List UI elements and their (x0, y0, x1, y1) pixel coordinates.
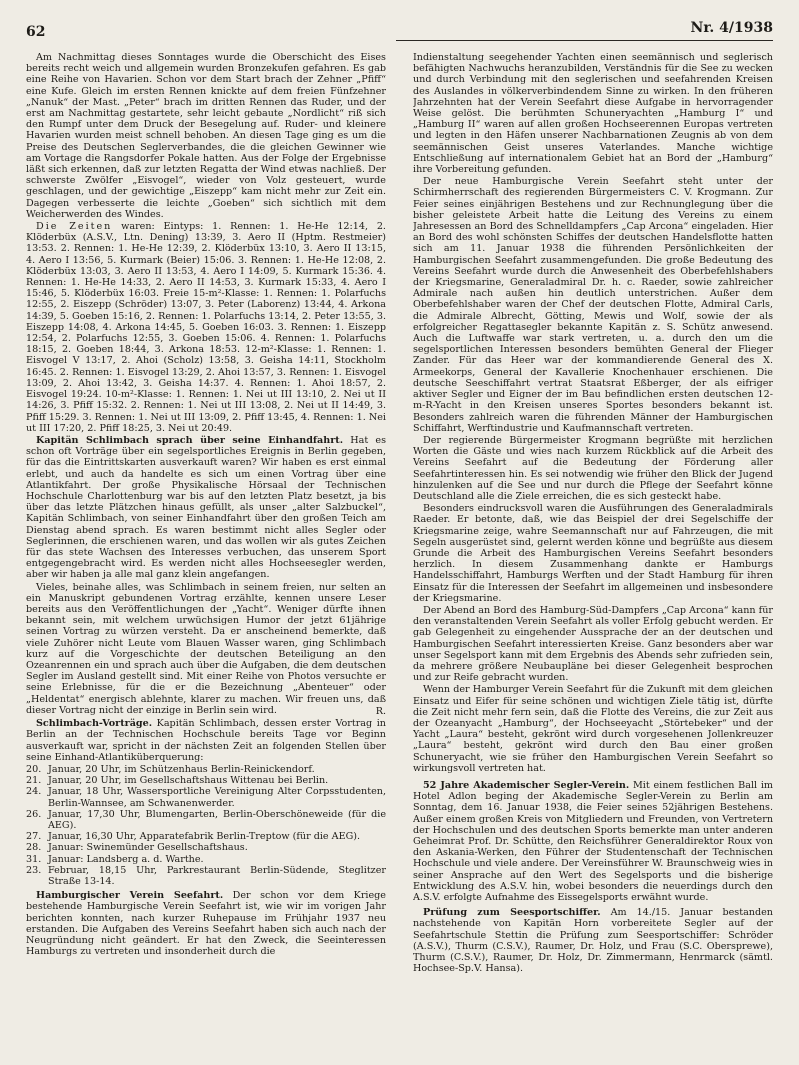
article-columns (26, 52, 773, 1062)
lecture-dates-list (26, 764, 386, 887)
section-heading: Kapitän Schlimbach sprach über seine Einhandfahrt. (36, 434, 344, 446)
lecture-date-item (26, 831, 386, 842)
issue-number: Nr. 4/1938 (690, 20, 773, 36)
section-heading: Schlimbach-Vorträge. (36, 718, 153, 730)
paragraph (26, 718, 386, 763)
paragraph: Vieles, beinahe alles, was Schlimbach in seinem freien, nur selten an ein Manuskript gebundenen Vortrag erzählte, kennen unsere Leser bereits aus den Veröffentlichungen der „Yacht“. Weniger dürfte ihnen bekannt sein, mit welchem urwüchsigen Humor der jetzt 61jährige seinen Vortrag zu würzen versteht. Da er anscheinend bemerkte, daß viele Zuhörer nicht Leute vom Blauen Wasser waren, ging Schlimbach kurz auf die Vorgeschichte der deutschen Beteiligung an den Ozeanrennen ein und sprach auch über die Aufgaben, die dem deutschen Segler im Ausland gestellt sind. Mit einer Reihe von Photos versuchte er seine Erlebnisse, für die er die Bezeichnung „Abenteuer“ oder „Heldentat“ energisch ablehnte, klarer zu machen. Wir freuen uns, daß dieser Vortrag nicht der einzige in Berlin sein wird. (26, 581, 386, 716)
lecture-day: 27. (26, 831, 42, 843)
paragraph-text: Mit einem festlichen Ball im Hotel Adlon beging der Akademische Segler-Verein zu Berlin am Sonntag, dem 16. Januar 1938, die Feier seines 52jährigen Bestehens. Außer einem großen Kreis von Mitgliedern und Freunden, von Vertretern der Hochschulen und des deutschen Sports bemerkte man unter anderen Geheimrat Prof. Dr. Schütte, den Reichsführer Generaldirektor Roux von den Askania-Werken, den Führer der Studentenschaft der Technischen Hochschule und viele andere. Der Vereinsführer W. Braunschweig wies in seiner Ansprache auf den Wert des Segelsports und die bisherige Entwicklung des A.S.V. hin, wobei besonders die neuerdings durch den A.S.V. erfolgte Aufnahme des Eissegelsports erwähnt wurde. (413, 780, 773, 904)
paragraph-text: Kapitän Schlimbach, dessen erster Vortrag in Berlin an der Technischen Hochschule bereits Tage vor Beginn ausverkauft war, spricht in der nächsten Zeit an folgenden Stellen über seine Einhand-Atlantiküberquerung: (26, 718, 386, 763)
lecture-details: Januar, 16,30 Uhr, Apparatefabrik Berlin-Treptow (für die AEG). (48, 831, 361, 843)
header-rule (396, 40, 773, 41)
lecture-date-item (26, 786, 386, 808)
results-label: Die Zeiten (36, 221, 113, 233)
lecture-details: Januar, 20 Uhr, im Gesellschaftshaus Wittenau bei Berlin. (48, 775, 329, 787)
lecture-details: Januar: Swinemünder Gesellschaftshaus. (48, 842, 248, 854)
paragraph (413, 907, 773, 974)
lecture-date-item (26, 854, 386, 865)
section-heading: Prüfung zum Seesportschiffer. (423, 907, 601, 919)
paragraph (26, 221, 386, 434)
paragraph: Besonders eindrucksvoll waren die Ausführungen des Generaladmirals Raeder. Er betonte, daß, wie das Beispiel der drei Segelschiffe der Kriegsmarine zeige, wahre Seemannschaft nur auf Fahrzeugen, die mit Segeln ausgerüstet sind, gelernt werden könne und begrüßte aus diesem Grunde die Arbeit des Hamburgischen Vereins Seefahrt besonders herzlich. In diesem Zusammenhang dankte er Hamburgs Handelsschiffahrt, Hamburgs Werften und der Stadt Hamburg für ihren Einsatz für die Interessen der Seefahrt im allgemeinen und insbesondere der Kriegsmarine. (413, 503, 773, 604)
paragraph: Indienstaltung seegehender Yachten einen seemännisch und seglerisch befähigten Nachwuchs heranzubilden, Verständnis für die See zu wecken und durch Verbindung mit den seglerischen und seefahrenden Kreisen des Auslandes in völkerverbindendem Sinne zu wirken. In den früheren Jahrzehnten hat der Verein Seefahrt diese Aufgabe in hervorragender Weise gelöst. Die berühmten Schuneryachten „Hamburg I“ und „Hamburg II“ waren auf allen großen Hochseerennen Europas vertreten und legten in den Häfen unserer Nachbarnationen Zeugnis ab von dem seemännischen Geist unseres Vaterlandes. Manche wichtige Entschließung auf internationalem Gebiet hat an Bord der „Hamburg“ ihre Vorbereitung gefunden. (413, 52, 773, 176)
lecture-details: Februar, 18,15 Uhr, Parkrestaurant Berlin-Südende, Steglitzer Straße 13-14. (48, 864, 386, 888)
paragraph: Wenn der Hamburger Verein Seefahrt für die Zukunft mit dem gleichen Einsatz und Eifer für seine schönen und wichtigen Ziele tätig ist, dürfte die Zeit nicht mehr fern sein, daß die Flotte des Vereins, die zur Zeit aus der Ozeanyacht „Hamburg“, der Hochseeyacht „Störtebeker“ und der Yacht „Laura“ besteht, gekrönt wird durch vorgesehenen Jollenkreuzer „Laura“ besteht, gekrönt wird durch den Bau einer großen Schuneryacht, wie sie früher den Hamburgischen Verein Seefahrt so wirkungsvoll vertreten hat. (413, 684, 773, 774)
lecture-day: 23. (26, 864, 42, 876)
right-column (413, 52, 773, 1062)
page-number: 62 (26, 24, 46, 40)
paragraph: Der regierende Bürgermeister Krogmann begrüßte mit herzlichen Worten die Gäste und wies nach kurzem Rückblick auf die Arbeit des Vereins Seefahrt auf die Bedeutung der Förderung aller Seefahrtinteressen hin. Es sei notwendig wie früher den Blick der Jugend hinzulenken auf die See und nur durch die Pflege der Seefahrt könne Deutschland alle die Ziele erreichen, die es sich gesteckt habe. (413, 434, 773, 502)
lecture-day: 24. (26, 786, 42, 798)
page-header (26, 20, 773, 46)
lecture-date-item (26, 865, 386, 887)
paragraph: Am Nachmittag dieses Sonntages wurde die Oberschicht des Eises bereits recht weich und allgemein wurden Bronzekufen gefahren. Es gab eine Reihe von Havarien. Schon vor dem Start brach der Zehner „Pfiff“ eine Kufe. Gleich im ersten Rennen knickte auf dem freien Fünfzehner „Nanuk“ der Mast. „Peter“ brach im dritten Rennen das Ruder, und der erst am Nachmittag gestartete, sehr leicht gebaute „Nordlicht“ riß sich den Rumpf unter dem Druck der Besegelung auf. Ruder- und kleinere Havarien wurden meist schnell behoben. An diesen Tage ging es um die Preise des Deutschen Seglerverbandes, die die gleichen Gewinner wie am Vortage die Rangsdorfer Pokale hatten. Aus der Folge der Ergebnisse läßt sich erkennen, daß zur letzten Regatta der Wind etwas nachließ. Der schwerste Zwölfer „Eisvogel“, wieder von Volz gesteuert, wurde geschlagen, und der gewichtige „Eiszepp“ kam nicht mehr zur Zeit ein. Dagegen verbesserte die leichte „Goeben“ sich sichtlich mit dem Weicherwerden des Windes. (26, 52, 386, 220)
lecture-day: 20. (26, 764, 42, 775)
lecture-date-item (26, 809, 386, 831)
paragraph (413, 780, 773, 903)
section-heading: Hamburgischer Verein Seefahrt. (36, 890, 224, 902)
left-column (26, 52, 386, 1062)
paragraph (26, 435, 386, 581)
lecture-date-item (26, 764, 386, 775)
lecture-details: Januar: Landsberg a. d. Warthe. (48, 853, 204, 865)
lecture-details: Januar, 20 Uhr, im Schützenhaus Berlin-Reinickendorf. (48, 764, 315, 775)
lecture-day: 31. (26, 853, 42, 865)
paragraph-text: Hat es schon oft Vorträge über ein segelsportliches Ereignis in Berlin gegeben, für das die Eintrittskarten ausverkauft waren? Wir haben es erst einmal erlebt, und auch da handelte es sich um einen Vortrag über eine Atlantikfahrt. Der große Physikalische Hörsaal der Technischen Hochschule Charlottenburg war bis auf den letzten Platz besetzt, ja bis über das letzte Plätzchen hinaus gefüllt, als unser „alter Salzbuckel“, Kapitän Schlimbach, von seiner Einhandfahrt über den großen Teich am Dienstag abend sprach. Es waren bestimmt nicht alles Segler oder Seglerinnen, die erschienen waren, und das wollen wir als gutes Zeichen für das stete Wachsen des Interesses verbuchen, das unserem Sport entgegengebracht wird. Es werden nicht alles Hochseesegler werden, aber wir haben ja alle mal ganz klein angefangen. (26, 434, 386, 581)
lecture-day: 26. (26, 808, 42, 820)
lecture-details: Januar, 18 Uhr, Wassersportliche Vereinigung Alter Corpsstudenten, Berlin-Wannsee, am Schwanenwerder. (48, 786, 386, 809)
author-signature: R. (375, 705, 386, 717)
results-text: waren: Eintyps: 1. Rennen: 1. He-He 12:14, 2. Klöderbüx (A.S.V., Ltn. Dening) 13:39, 3. Aero II (Hptm. Restmeier) 13:53. 2. Rennen: 1. He-He 12:39, 2. Klöderbüx 13:10, 3. Aero II 13:15, 4. Aero I 13:56, 5. Kurmark (Beier) 15:06. 3. Rennen: 1. He-He 12:08, 2. Klöderbüx 13:03, 3. Aero II 13:53, 4. Aero I 14:09, 5. Kurmark 15:36. 4. Rennen: 1. He-He 14:33, 2. Aero II 14:53, 3. Kurmark 15:33, 4. Aero I 15:46, 5. Klöderbüx 16:03. Freie 15-m²-Klasse: 1. Rennen: 1. Polarfuchs 12:55, 2. Eiszepp (Schröder) 13:07, 3. Peter (Laborenz) 13:44, 4. Arkona 14:39, 5. Goeben 15:16, 2. Rennen: 1. Polarfuchs 13:14, 2. Peter 13:55, 3. Eiszepp 14:08, 4. Arkona 14:45, 5. Goeben 16:03. 3. Rennen: 1. Eiszepp 12:54, 2. Polarfuchs 12:55, 3. Goeben 15:06. 4. Rennen: 1. Polarfuchs 18:15, 2. Goeben 18:44, 3. Arkona 18:53. 12-m²-Klasse: 1. Rennen: 1. Eisvogel V 13:17, 2. Ahoi (Scholz) 13:58, 3. Geisha 14:11, Stockholm 16:45. 2. Rennen: 1. Eisvogel 13:29, 2. Ahoi 13:57, 3. Rennen: 1. Eisvogel 13:09, 2. Ahoi 13:42, 3. Geisha 14:37. 4. Rennen: 1. Ahoi 18:57, 2. Eisvogel 19:24. 10-m²-Klasse: 1. Rennen: 1. Nei ut III 13:10, 2. Nei ut II 14:26, 3. Pfiff 15:32. 2. Rennen: 1. Nei ut III 13:08, 2. Nei ut II 14:49, 3. Pfiff 15:29. 3. Rennen: 1. Nei ut III 13:09, 2. Pfiff 13:45, 4. Rennen: 1. Nei ut III 17:20, 2. Pfiff 18:25, 3. Nei ut 20:49. (26, 221, 386, 434)
paragraph (26, 890, 386, 957)
lecture-date-item (26, 775, 386, 786)
lecture-details: Januar, 17,30 Uhr, Blumengarten, Berlin-Oberschöneweide (für die AEG). (48, 808, 386, 832)
paragraph-text: Der schon vor dem Kriege bestehende Hamburgische Verein Seefahrt ist, wie wir im vorigen Jahr berichten konnten, nach kurzer Ruhepause im Frühjahr 1937 neu erstanden. Die Aufgaben des Vereins Seefahrt haben sich auch nach der Neugründung nicht geändert. Er hat den Zweck, die Seeinteressen Hamburgs zu vertreten und insonderheit durch die (26, 890, 386, 958)
paragraph: Der Abend an Bord des Hamburg-Süd-Dampfers „Cap Arcona“ kann für den veranstaltenden Verein Seefahrt als voller Erfolg gebucht werden. Er gab Gelegenheit zu eingehender Aussprache der an der deutschen und Hamburgischen Seefahrt interessierten Kreise. Ganz besonders aber war unser Segelsport kann mit dem Ergebnis des Abends sehr zufrieden sein, da mehrere größere Neubaupläne bei dieser Gelegenheit besprochen und zur Reife gebracht wurden. (413, 604, 773, 684)
lecture-date-item (26, 842, 386, 853)
paragraph: Der neue Hamburgische Verein Seefahrt steht unter der Schirmherrschaft des regierenden Bürgermeisters C. V. Krogmann. Zur Feier seines einjährigen Bestehens und zur Rechnunglegung über die bisher geleistete Arbeit hatte die Leitung des Vereins zu einem Jahresessen an Bord des Schnelldampfers „Cap Arcona“ eingeladen. Hier an Bord des wohl schönsten Schiffes der deutschen Handelsflotte hatten sich am 11. Januar 1938 die führenden Persönlichkeiten der Hamburgischen Seefahrt zusammengefunden. Die große Bedeutung des Vereins Seefahrt wurde durch die Anwesenheit des Oberbefehlshabers der Kriegsmarine, Generaladmiral Dr. h. c. Raeder, sowie zahlreicher Admirale nach außen hin deutlich unterstrichen. Außer dem Oberbefehlshaber waren der Chef der deutschen Flotte, Admiral Carls, die Admirale Albrecht, Götting, Mewis und Wolf, sowie der als erfolgreicher Regattasegler bekannte Kapitän z. S. Schütz anwesend. Auch die Luftwaffe war stark vertreten, u. a. durch den um die segelsportlichen Interessen besonders bemühten General der Flieger Zander. Für das Heer war der kommandierende General des X. Armeekorps, General der Kavallerie Knochenhauer erschienen. Die deutsche Seeschiffahrt vertrat Staatsrat Eßberger, der als eifriger aktiver Segler und Eigner der im Bau befindlichen ersten deutschen 12-m-R-Yacht in den Kreisen unseres Sportes besonders bekannt ist. Besonders zahlreich waren die führenden Männer der Hamburgischen Schiffahrt, Werftindustrie und Kaufmannschaft vertreten. (413, 176, 773, 434)
lecture-day: 28. (26, 842, 42, 854)
section-heading: 52 Jahre Akademischer Segler-Verein. (423, 780, 630, 791)
paragraph-text: Am 14./15. Januar bestanden nachstehende von Kapitän Horn vorbereitete Segler auf der Seefahrtschule Stettin die Prüfung zum Seesportschiffer: Schröder (A.S.V.), Thurm (C.S.V.), Raumer, Dr. Holz, und Frau (S.C. Obersprewe), Thurm (C.S.V.), Raumer, Dr. Holz, Dr. Zimmermann, Henrmarck (sämtl. Hochsee-Sp.V. Hansa). (413, 907, 773, 975)
lecture-day: 21. (26, 775, 42, 787)
